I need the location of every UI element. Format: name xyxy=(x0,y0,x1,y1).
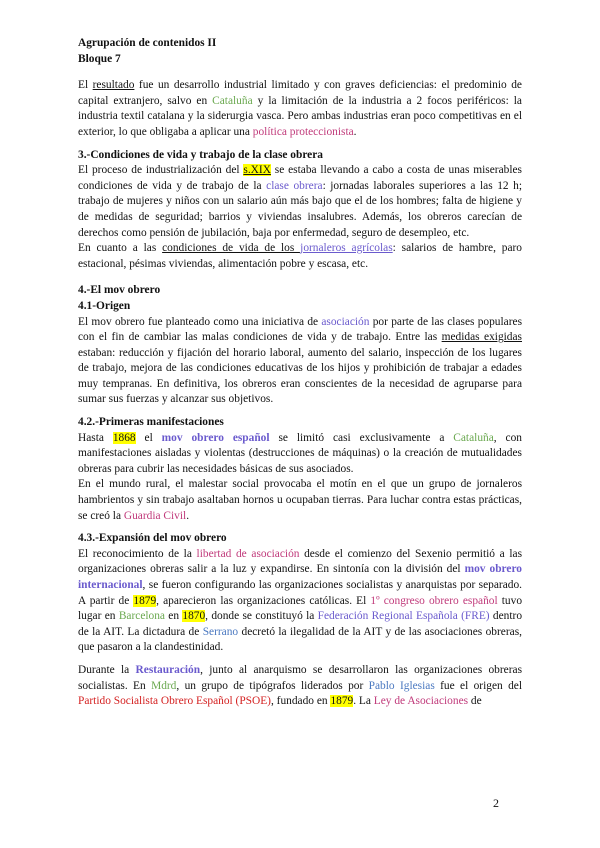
paragraph-s4-4: El reconocimiento de la libertad de asociación desde el comienzo del Sexenio permitió a las organizaciones obreras salir a la luz y expandirse. En sintonía con la división del mov obrero internacional, se fueron configurando las organizaciones socialistas y anarquistas por separado. A partir de 1879, aparecieron las organizaciones católicas. El 1º congreso obrero español tuvo lugar en Barcelona en 1870, donde se constituyó la Federación Regional Española (FRE) dentro de la AIT. La dictadura de Serrano decretó la ilegalidad de la AIT y de las asociaciones obreras, que pasaron a la clandestinidad. xyxy=(78,547,523,654)
underlined-term: resultado xyxy=(92,79,135,92)
highlight-sxix: s.XIX xyxy=(243,164,271,177)
term-serrano: Serrano xyxy=(202,625,239,638)
paragraph-s4-1: El mov obrero fue planteado como una iniciativa de asociación por parte de las clases populares con el fin de cambiar las malas condiciones de vida y de trabajo. Entre las medidas exigidas estaban: reducción y fijación del horario laboral, aumento del salario, inspección de los lugares de trabajo, mejora de las condiciones educativas de los hijos y prohibición de trabajar a edades muy tempranas. En definitiva, los obreros eran conscientes de la necesidad de agruparse para sumar sus fuerzas y alcanzar sus objetivos. xyxy=(78,315,522,406)
subsection-4-1-title: 4.1-Origen xyxy=(78,299,131,312)
term-pablo-iglesias: Pablo Iglesias xyxy=(368,679,435,692)
subsection-4-3-title: 4.3.-Expansión del mov obrero xyxy=(78,532,227,545)
highlight-1868: 1868 xyxy=(112,431,136,444)
term-asociacion: asociación xyxy=(321,315,370,328)
underlined-medidas: medidas exigidas xyxy=(441,331,522,344)
doc-header-block: Bloque 7 xyxy=(78,52,121,65)
paragraph-s4-2: Hasta 1868 el mov obrero español se limitó casi exclusivamente a Cataluña, con manifestaciones aisladas y violentas (destrucciones de máquinas) o la creación de mutualidades obreras para cubrir las necesidades básicas de sus asociados. xyxy=(78,431,522,475)
term-jornaleros-agricolas: jornaleros agrícolas xyxy=(300,242,393,255)
term-fre: Federación Regional Española (FRE) xyxy=(317,610,490,623)
term-barcelona: Barcelona xyxy=(118,610,165,623)
term-politica-proteccionista: política proteccionista xyxy=(252,125,354,138)
section-4-title: 4.-El mov obrero xyxy=(78,284,161,297)
term-psoe: Partido Socialista Obrero Español (PSOE) xyxy=(78,695,271,708)
term-restauracion: Restauración xyxy=(135,663,201,676)
term-mov-obrero-internacional: mov obrero internacional xyxy=(78,563,522,591)
term-libertad-asociacion: libertad de asociación xyxy=(196,547,300,560)
term-madrid: Mdrd xyxy=(151,679,177,692)
term-cataluna: Cataluña xyxy=(212,94,253,107)
term-ley-asociaciones: Ley de Asociaciones xyxy=(373,695,469,708)
paragraph-s3-1: El proceso de industrialización del s.XIX se estaba llevando a cabo a costa de unas miserables condiciones de vida y de trabajo de la clase obrera: jornadas laborales superiores a las 12 h; trabajo de mujeres y niños con un salario aún más bajo que el de los hombres; falta de higiene y de medidas de seguridad; barrios y viviendas insalubres. Además, los obreros carecían de derechos como pensión de jubilación, baja por enfermedad, seguro de desempleo, etc. xyxy=(78,164,523,239)
paragraph-s3-2: En cuanto a las condiciones de vida de los jornaleros agrícolas: salarios de hambre, paro estacional, pésimas viviendas, alimentación pobre y escasa, etc. xyxy=(78,242,523,270)
highlight-1879: 1879 xyxy=(133,594,157,607)
term-mov-obrero-espanol: mov obrero español xyxy=(161,431,270,444)
paragraph-s4-5: Durante la Restauración, junto al anarquismo se desarrollaron las organizaciones obreras socialistas. En Mdrd, un grupo de tipógrafos liderados por Pablo Iglesias fue el origen del Partido Socialista Obrero Español (PSOE), fundado en 1879. La Ley de Asociaciones de xyxy=(78,663,523,708)
page-number: 2 xyxy=(493,796,499,810)
doc-header-title: Agrupación de contenidos II xyxy=(78,37,217,49)
term-clase-obrera: clase obrera xyxy=(266,179,323,192)
document-body xyxy=(78,36,522,710)
term-cataluna-2: Cataluña xyxy=(453,431,494,444)
highlight-1870: 1870 xyxy=(182,610,206,623)
section-3-title: 3.-Condiciones de vida y trabajo de la clase obrera xyxy=(78,148,323,161)
paragraph-s4-3: En el mundo rural, el malestar social provocaba el motín en el que un grupo de jornaleros hambrientos y sin trabajo asaltaban hornos u ocupaban tierras. Para luchar contra estas prácticas, se creó la Guardia Civil. xyxy=(78,478,522,522)
term-1-congreso: 1º congreso obrero español xyxy=(370,594,498,607)
highlight-1879-2: 1879 xyxy=(330,695,354,708)
underlined-condiciones: condiciones de vida de los xyxy=(162,242,301,255)
subsection-4-2-title: 4.2.-Primeras manifestaciones xyxy=(78,416,224,429)
term-guardia-civil: Guardia Civil xyxy=(123,509,187,522)
paragraph-intro: El resultado fue un desarrollo industrial limitado y con graves deficiencias: el predominio de capital extranjero, salvo en Cataluña y la limitación de la industria a 2 focos periféricos: la industria textil catalana y la siderurgia vasca. Pero ambas industrias eran poco competitivas en el exterior, lo que obligaba a aplicar una política proteccionista. xyxy=(78,79,522,138)
